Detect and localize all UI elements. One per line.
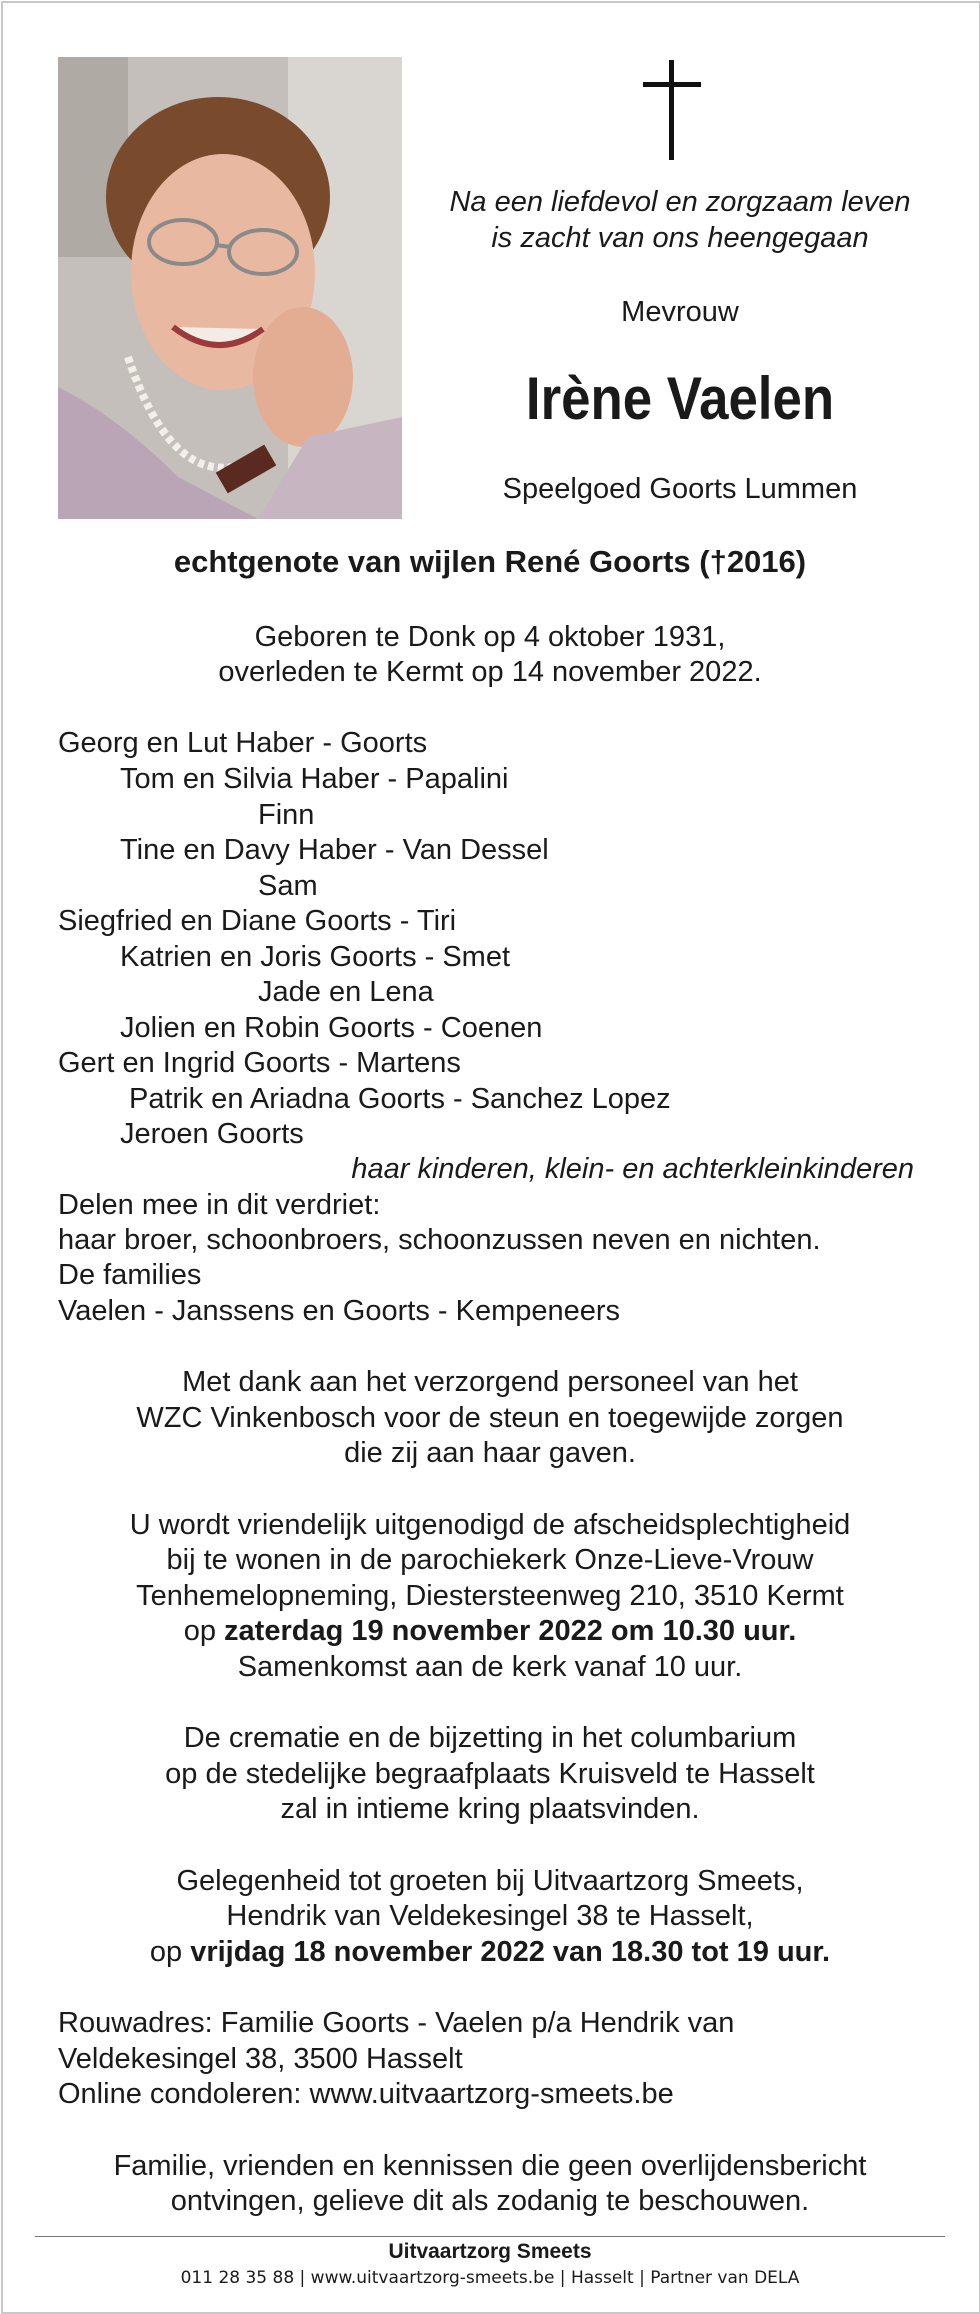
visitation-date-prefix: op bbox=[149, 1936, 191, 1968]
visitation-line: Hendrik van Veldekesingel 38 te Hasselt, bbox=[226, 1900, 754, 1932]
footer-divider bbox=[35, 2236, 945, 2237]
cross-icon bbox=[643, 60, 701, 160]
family-line: Siegfried en Diane Goorts - Tiri bbox=[58, 905, 457, 937]
closing-line: ontvingen, gelieve dit als zodanig te beschouwen. bbox=[170, 2185, 810, 2217]
address-line: Rouwadres: Familie Goorts - Vaelen p/a Hendrik van bbox=[58, 2007, 735, 2039]
thanks-line: Met dank aan het verzorgend personeel van het bbox=[182, 1366, 798, 1398]
family-line: Gert en Ingrid Goorts - Martens bbox=[58, 1047, 461, 1079]
family-line: Tom en Silvia Haber - Papalini bbox=[120, 763, 509, 795]
family-line: Patrik en Ariadna Goorts - Sanchez Lopez bbox=[129, 1083, 671, 1115]
thanks-line: die zij aan haar gaven. bbox=[344, 1437, 636, 1469]
ceremony-date: zaterdag 19 november 2022 om 10.30 uur. bbox=[224, 1615, 797, 1647]
family-caption: haar kinderen, klein- en achterkleinkinderen bbox=[351, 1153, 914, 1185]
share-line: De families bbox=[58, 1259, 202, 1291]
ceremony-line: bij te wonen in de parochiekerk Onze-Lieve-Vrouw bbox=[166, 1544, 814, 1576]
ceremony-date-prefix: op bbox=[183, 1615, 225, 1647]
family-line: Jeroen Goorts bbox=[120, 1118, 304, 1150]
share-line: haar broer, schoonbroers, schoonzussen neven en nichten. bbox=[58, 1224, 821, 1256]
spouse-line: echtgenote van wijlen René Goorts (†2016) bbox=[173, 544, 807, 579]
intro-line-1: Na een liefdevol en zorgzaam leven bbox=[449, 186, 911, 218]
intro-line-2: is zacht van ons heengegaan bbox=[491, 222, 869, 254]
footer-contact: 011 28 35 88 | www.uitvaartzorg-smeets.be | Hasselt | Partner van DELA bbox=[180, 2268, 800, 2288]
deceased-name: Irène Vaelen bbox=[525, 365, 835, 432]
family-line: Jade en Lena bbox=[258, 976, 434, 1008]
family-line: Jolien en Robin Goorts - Coenen bbox=[120, 1012, 543, 1044]
address-line: Veldekesingel 38, 3500 Hasselt bbox=[58, 2043, 463, 2075]
footer-company: Uitvaartzorg Smeets bbox=[388, 2240, 592, 2263]
visitation-date-line bbox=[0, 1936, 980, 1969]
ceremony-line: Tenhemelopneming, Diestersteenweg 210, 3510 Kermt bbox=[136, 1580, 844, 1612]
condolence-line: Online condoleren: www.uitvaartzorg-smeets.be bbox=[58, 2078, 674, 2110]
family-line: Finn bbox=[258, 799, 315, 831]
ceremony-line: Samenkomst aan de kerk vanaf 10 uur. bbox=[237, 1651, 743, 1683]
share-line: Delen mee in dit verdriet: bbox=[58, 1189, 381, 1221]
closing-line: Familie, vrienden en kennissen die geen overlijdensbericht bbox=[113, 2150, 867, 2182]
family-line: Katrien en Joris Goorts - Smet bbox=[120, 941, 511, 973]
death-line: overleden te Kermt op 14 november 2022. bbox=[218, 656, 762, 688]
family-line: Georg en Lut Haber - Goorts bbox=[58, 727, 428, 759]
family-line: Sam bbox=[258, 870, 318, 902]
visitation-date: vrijdag 18 november 2022 van 18.30 tot 19 uur. bbox=[190, 1936, 831, 1968]
portrait-photo bbox=[58, 57, 402, 519]
cremation-line: De crematie en de bijzetting in het columbarium bbox=[183, 1722, 797, 1754]
birth-line: Geboren te Donk op 4 oktober 1931, bbox=[254, 621, 726, 653]
salutation: Mevrouw bbox=[621, 296, 739, 328]
ceremony-date-line bbox=[0, 1615, 980, 1648]
visitation-line: Gelegenheid tot groeten bij Uitvaartzorg Smeets, bbox=[176, 1865, 804, 1897]
family-line: Tine en Davy Haber - Van Dessel bbox=[120, 834, 549, 866]
cremation-line: op de stedelijke begraafplaats Kruisveld te Hasselt bbox=[165, 1758, 815, 1790]
ceremony-line: U wordt vriendelijk uitgenodigd de afscheidsplechtigheid bbox=[129, 1509, 851, 1541]
business-name: Speelgoed Goorts Lummen bbox=[502, 473, 858, 505]
thanks-line: WZC Vinkenbosch voor de steun en toegewijde zorgen bbox=[136, 1402, 844, 1434]
share-line: Vaelen - Janssens en Goorts - Kempeneers bbox=[58, 1295, 621, 1327]
cremation-line: zal in intieme kring plaatsvinden. bbox=[280, 1793, 700, 1825]
